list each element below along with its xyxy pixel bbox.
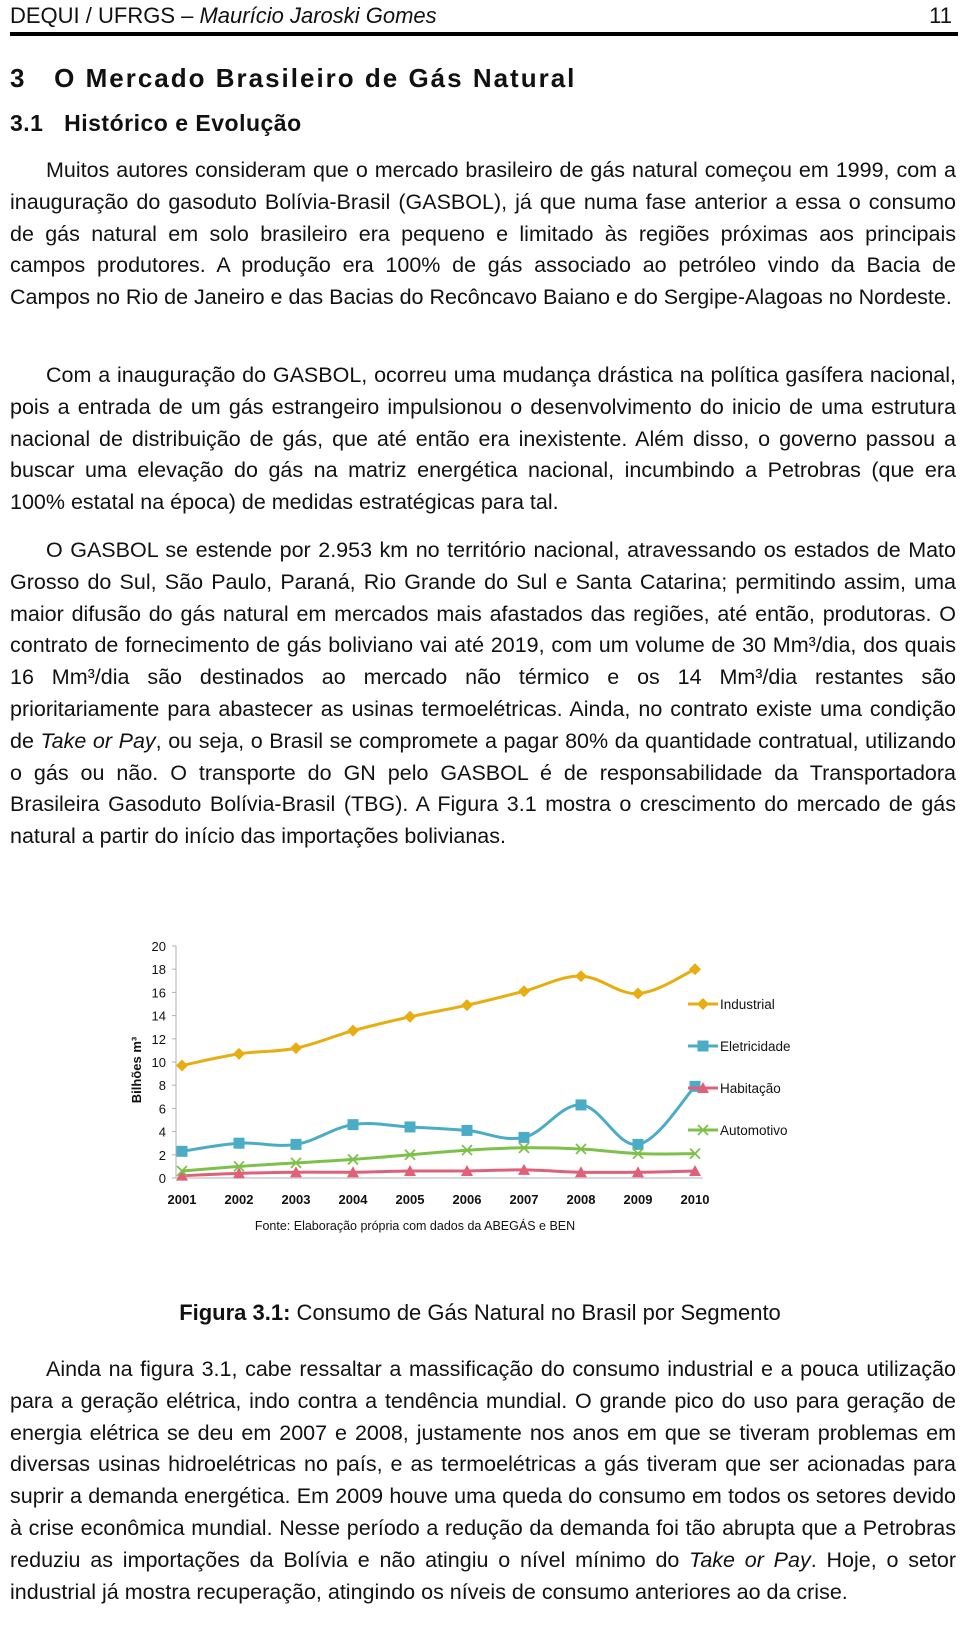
figure-source: Fonte: Elaboração própria com dados da ABEGÁS e BEN [254,1219,576,1233]
chart-svg [118,924,858,1269]
series-line-3 [182,1148,695,1171]
page-number: 11 [929,3,952,28]
caption-label: Figura 3.1: [179,1300,291,1325]
header-author: Maurício Jaroski Gomes [199,3,437,28]
data-point-1 [405,1121,416,1132]
x-tick-label: 2008 [566,1192,596,1207]
y-tick-label: 14 [151,1008,166,1024]
paragraph-2: Com a inauguração do GASBOL, ocorreu uma mudança drástica na política gasífera nacional, pois a entrada de um gás estrangeiro impulsionou o desenvolvimento do inicio de uma estrutura nacional de distribuição de gás, que até então era inexistente. Além disso, o governo passou a buscar uma elevação do gás na matriz energética nacional, incumbindo a Petrobras (que era 100% estatal na época) de medidas estratégicas para tal. [10,363,956,515]
paragraph-1: Muitos autores consideram que o mercado brasileiro de gás natural começou em 1999, com a inauguração do gasoduto Bolívia-Brasil (GASBOL), já que numa fase anterior a essa o consumo de gás natural em solo brasileiro era pequeno e limitado às regiões próximas aos principais campos produtores. A produção era 100% de gás associado ao petróleo vindo da Bacia de Campos no Rio de Janeiro e das Bacias do Recôncavo Baiano e do Sergipe-Alagoas no Nordeste. [10,158,956,310]
y-tick-label: 12 [151,1031,166,1047]
data-point-1 [633,1139,644,1150]
x-tick-label: 2009 [623,1192,653,1207]
data-point-0 [632,988,644,1000]
paragraph-4-italic: Take or Pay [689,1547,811,1572]
header-institution: DEQUI / UFRGS – [10,3,200,28]
y-tick-label: 18 [151,962,166,978]
figure-caption [0,1298,960,1328]
paragraph-4 [10,1354,956,1608]
data-point-0 [290,1042,302,1054]
header-left [10,2,437,30]
y-axis-label: Bilhões m³ [129,1036,144,1104]
paragraph-3 [10,535,956,853]
caption-text: Consumo de Gás Natural no Brasil por Segmento [290,1300,781,1325]
legend-marker-1 [698,1041,709,1052]
series-line-1 [182,1086,695,1151]
page-header [10,2,958,34]
data-point-1 [177,1146,188,1157]
data-point-0 [518,985,530,997]
y-tick-label: 0 [158,1171,166,1186]
legend-label-0: Industrial [720,997,775,1012]
paragraph-3-italic: Take or Pay [40,728,156,753]
y-tick-label: 4 [158,1124,166,1140]
series-line-2 [182,1170,695,1176]
data-point-1 [234,1138,245,1149]
data-point-0 [689,963,701,975]
data-point-1 [576,1099,587,1110]
header-rule [10,32,958,36]
y-tick-label: 6 [158,1101,166,1117]
subsection-title: 3.1 Histórico e Evolução [10,110,302,136]
paragraph-4-text-b: . Hoje, o setor industrial já mostra recuperação, atingindo os níveis de consumo anteriores ao da crise. [10,1547,956,1604]
y-tick-label: 16 [151,985,166,1001]
paragraph-3-text-b: , ou seja, o Brasil se compromete a pagar 80% da quantidade contratual, utilizando o gás ou não. O transporte do GN pelo GASBOL é de responsabilidade da Transportadora Brasileira Gasoduto Bolívia-Brasil (TBG). A Figura 3.1 mostra o crescimento do mercado de gás natural a partir do início das importações bolivianas. [10,728,956,849]
paragraph-3-text-a: O GASBOL se estende por 2.953 km no território nacional, atravessando os estados de Mato Grosso do Sul, São Paulo, Paraná, Rio Grande do Sul e Santa Catarina; permitindo assim, uma maior difusão do gás natural em mercados mais afastados das regiões, até então, produtoras. O contrato de fornecimento de gás boliviano vai até 2019, com um volume de 30 Mm³/dia, dos quais 16 Mm³/dia são destinados ao mercado não térmico e os 14 Mm³/dia restantes são prioritariamente para abastecer as usinas termoelétricas. Ainda, no contrato existe uma condição de [10,538,956,753]
x-tick-label: 2002 [224,1192,254,1207]
legend-label-2: Habitação [720,1081,781,1096]
data-point-1 [519,1132,530,1143]
x-tick-label: 2005 [395,1192,425,1207]
data-point-1 [348,1119,359,1130]
data-point-1 [462,1125,473,1136]
section-title: 3 O Mercado Brasileiro de Gás Natural [10,63,577,93]
y-tick-label: 8 [158,1078,166,1094]
x-tick-label: 2007 [509,1192,539,1207]
figure-chart [118,924,858,1269]
x-tick-label: 2004 [338,1192,368,1207]
x-tick-label: 2006 [452,1192,482,1207]
paragraph-4-text-a: Ainda na figura 3.1, cabe ressaltar a massificação do consumo industrial e a pouca utilização para a geração elétrica, indo contra a tendência mundial. O grande pico do uso para geração de energia elétrica se deu em 2007 e 2008, justamente nos anos em que se tiveram problemas em diversas usinas hidroelétricas no país, e as termoelétricas a gás tiveram que ser acionadas para suprir a demanda energética. Em 2009 houve uma queda do consumo em todos os setores devido à crise econômica mundial. Nesse período a redução da demanda foi tão abrupta que a Petrobras reduziu as importações da Bolívia e não atingiu o nível mínimo do [10,1357,956,1572]
data-point-0 [575,970,587,982]
data-point-1 [291,1139,302,1150]
y-tick-label: 20 [151,939,166,954]
x-tick-label: 2010 [680,1192,710,1207]
legend-label-3: Automotivo [720,1123,788,1138]
legend-label-1: Eletricidade [720,1039,791,1054]
data-point-0 [461,999,473,1011]
data-point-0 [347,1025,359,1037]
data-point-0 [176,1059,188,1071]
y-tick-label: 10 [151,1055,166,1070]
legend-marker-0 [697,998,709,1010]
x-tick-label: 2003 [281,1192,311,1207]
data-point-0 [233,1048,245,1060]
y-tick-label: 2 [158,1147,166,1163]
x-tick-label: 2001 [167,1192,197,1207]
series-line-0 [182,969,695,1065]
data-point-0 [404,1011,416,1023]
